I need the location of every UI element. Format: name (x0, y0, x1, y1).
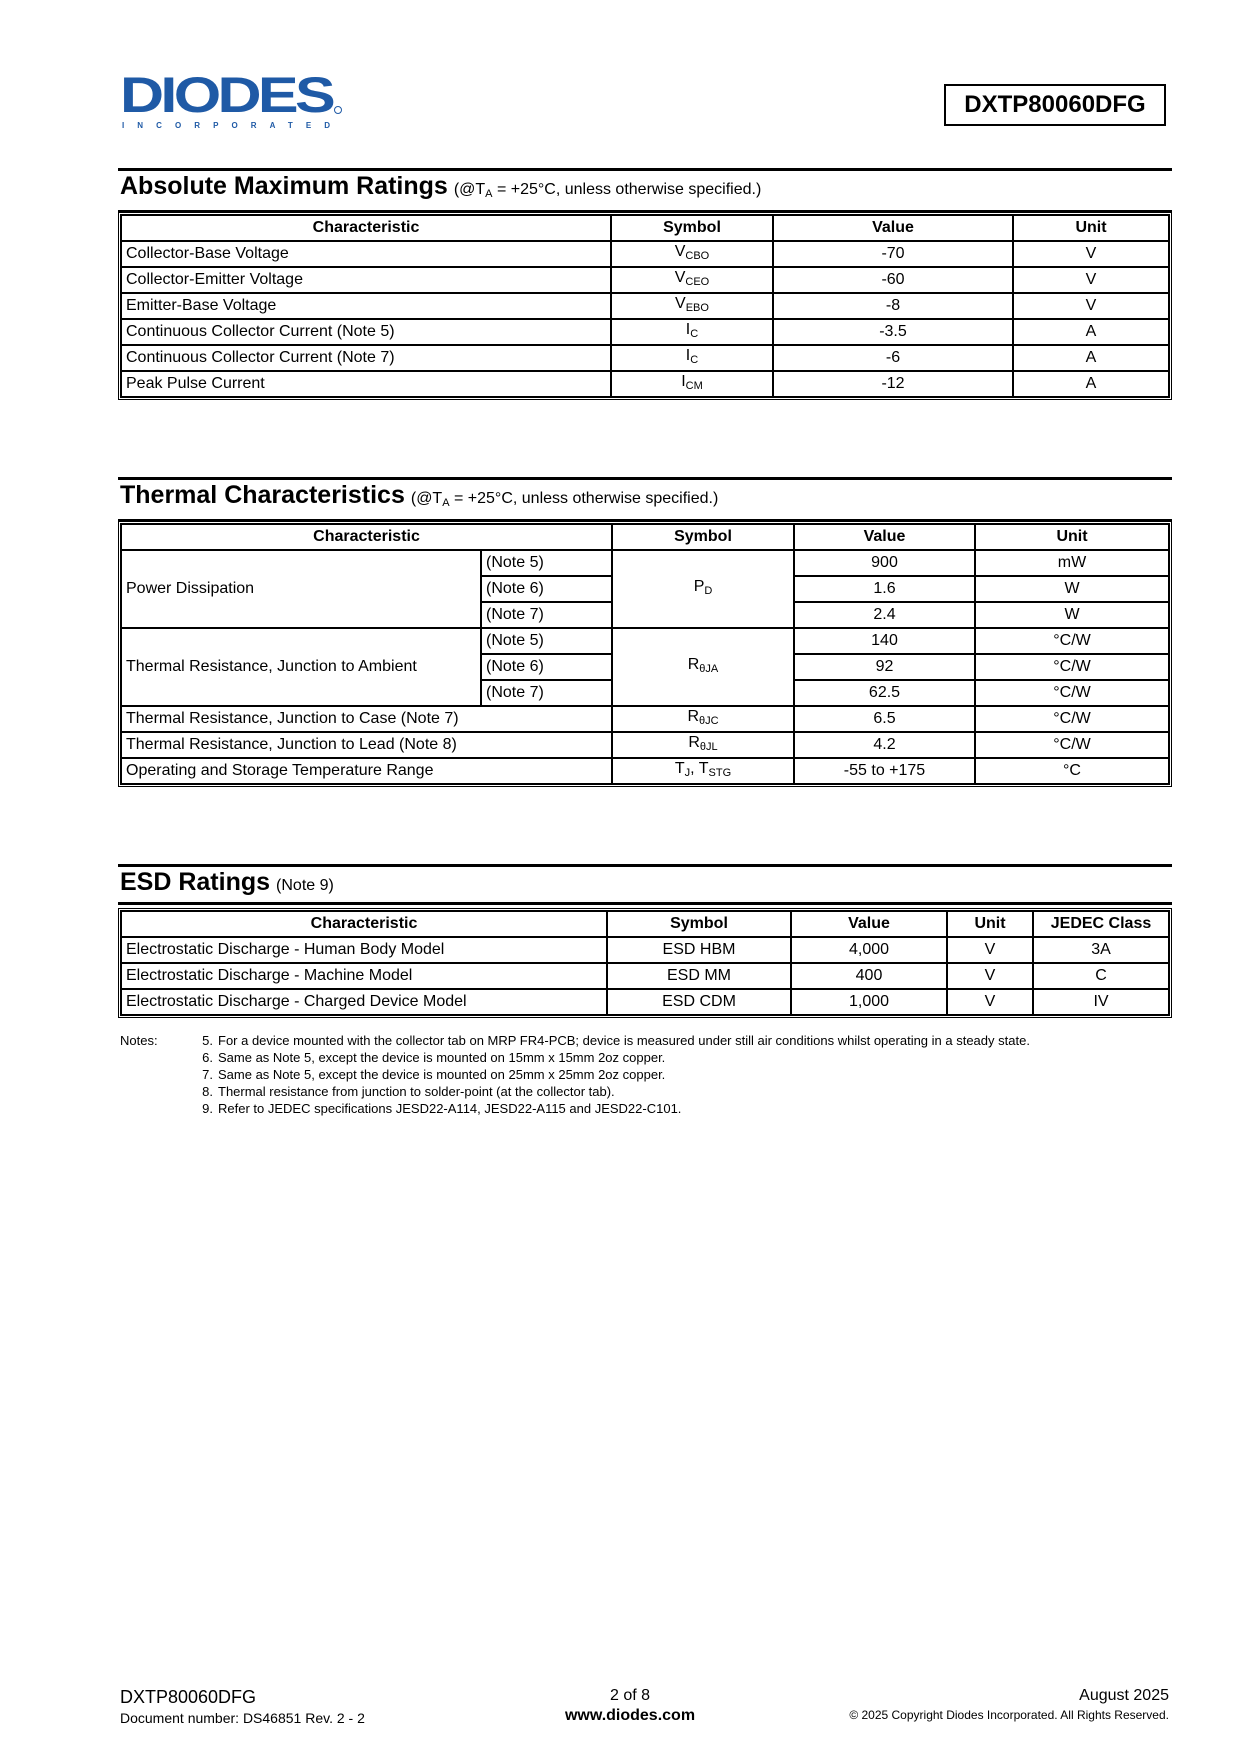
cell-note: (Note 7) (481, 680, 612, 706)
cell-unit: °C/W (975, 628, 1169, 654)
cell-value: -55 to +175 (794, 758, 975, 784)
table-row (121, 758, 1169, 784)
cell-value: -6 (773, 345, 1013, 371)
cell-jedec-class: 3A (1033, 937, 1169, 963)
cell-characteristic: Operating and Storage Temperature Range (121, 758, 612, 784)
cell-unit: V (1013, 293, 1169, 319)
cell-value: 4,000 (791, 937, 947, 963)
footer-date: August 2025 (1079, 1687, 1169, 1704)
table-row (121, 371, 1169, 397)
cell-unit: W (975, 576, 1169, 602)
thermal-table (118, 521, 1172, 787)
svg-text:INCORPORATED: INCORPORATED (122, 121, 330, 130)
esd-note: (Note 9) (276, 877, 334, 894)
cell-value: 1.6 (794, 576, 975, 602)
footer-part-number: DXTP80060DFG (120, 1687, 257, 1707)
footer-copyright: © 2025 Copyright Diodes Incorporated. All Rights Reserved. (849, 1708, 1169, 1722)
cell-unit: mW (975, 550, 1169, 576)
cell-unit: °C/W (975, 732, 1169, 758)
cell-symbol: $R_{\theta JL}$ (612, 732, 794, 758)
part-number-box: DXTP80060DFG (944, 84, 1166, 126)
col-header: Value (791, 911, 947, 937)
cell-symbol: $T_J$, $T_{STG}$ (612, 758, 794, 784)
cell-unit: A (1013, 319, 1169, 345)
table-row (121, 319, 1169, 345)
cell-note: (Note 6) (481, 654, 612, 680)
cell-jedec-class: C (1033, 963, 1169, 989)
col-header: Characteristic (121, 215, 611, 241)
cell-value: 900 (794, 550, 975, 576)
cell-value: 400 (791, 963, 947, 989)
cell-value: 140 (794, 628, 975, 654)
thermal-condition: ($@T_A = +25^\circ C$, unless otherwise specified.) (410, 490, 719, 509)
cell-note: (Note 5) (481, 628, 612, 654)
cell-value: -3.5 (773, 319, 1013, 345)
cell-note: (Note 7) (481, 602, 612, 628)
amr-title: Absolute Maximum Ratings (120, 172, 448, 200)
cell-symbol: $P_D$ (612, 550, 794, 628)
cell-symbol: $V_{EBO}$ (611, 293, 773, 319)
diodes-logo (120, 72, 346, 132)
cell-characteristic: Electrostatic Discharge - Charged Device Model (121, 989, 607, 1015)
cell-unit: °C (975, 758, 1169, 784)
cell-value: 62.5 (794, 680, 975, 706)
amr-section-head (118, 168, 1172, 213)
cell-value: -60 (773, 267, 1013, 293)
cell-characteristic: Thermal Resistance, Junction to Case (Note 7) (121, 706, 612, 732)
cell-value: -70 (773, 241, 1013, 267)
cell-unit: °C/W (975, 654, 1169, 680)
cell-value: -8 (773, 293, 1013, 319)
esd-section-head (118, 864, 1172, 905)
col-header: Unit (1013, 215, 1169, 241)
note-item: 5. For a device mounted with the collector tab on MRP FR4-PCB; device is measured under still air conditions whilst operating in a steady state. (202, 1033, 1030, 1048)
cell-characteristic: Continuous Collector Current (Note 5) (121, 319, 611, 345)
col-header: Symbol (612, 524, 794, 550)
thermal-section-head (118, 477, 1172, 522)
cell-note: (Note 5) (481, 550, 612, 576)
cell-unit: W (975, 602, 1169, 628)
cell-unit: V (947, 989, 1033, 1015)
cell-value: 4.2 (794, 732, 975, 758)
note-item: 7. Same as Note 5, except the device is mounted on 25mm x 25mm 2oz copper. (202, 1067, 666, 1082)
table-header-row (121, 911, 1169, 937)
cell-jedec-class: IV (1033, 989, 1169, 1015)
col-header: Value (773, 215, 1013, 241)
table-row (121, 241, 1169, 267)
cell-note: (Note 6) (481, 576, 612, 602)
amr-condition: ($@T_A = +25^\circ C$, unless otherwise specified.) (453, 181, 762, 200)
cell-unit: V (947, 937, 1033, 963)
cell-unit: °C/W (975, 680, 1169, 706)
table-row (121, 628, 1169, 654)
note-item: 6. Same as Note 5, except the device is mounted on 15mm x 15mm 2oz copper. (202, 1050, 666, 1065)
cell-symbol: $I_{CM}$ (611, 371, 773, 397)
cell-value: 6.5 (794, 706, 975, 732)
cell-symbol: $I_C$ (611, 319, 773, 345)
col-header: JEDEC Class (1033, 911, 1169, 937)
cell-characteristic: Collector-Base Voltage (121, 241, 611, 267)
cell-unit: A (1013, 371, 1169, 397)
table-row (121, 550, 1169, 576)
cell-characteristic: Electrostatic Discharge - Machine Model (121, 963, 607, 989)
notes-label: Notes: (120, 1033, 158, 1048)
cell-unit: V (1013, 241, 1169, 267)
footer-document-number: Document number: DS46851 Rev. 2 - 2 (120, 1710, 365, 1726)
cell-characteristic: Collector-Emitter Voltage (121, 267, 611, 293)
cell-symbol: $V_{CBO}$ (611, 241, 773, 267)
cell-symbol: $I_C$ (611, 345, 773, 371)
table-row (121, 345, 1169, 371)
cell-characteristic: Emitter-Base Voltage (121, 293, 611, 319)
cell-characteristic: Power Dissipation (121, 550, 481, 628)
col-header: Unit (975, 524, 1169, 550)
amr-table (118, 212, 1172, 400)
col-header: Characteristic (121, 911, 607, 937)
thermal-title: Thermal Characteristics (120, 481, 405, 509)
svg-text:DIODES: DIODES (120, 72, 335, 123)
table-row (121, 293, 1169, 319)
cell-characteristic: Peak Pulse Current (121, 371, 611, 397)
esd-title: ESD Ratings (120, 868, 271, 896)
cell-characteristic: Continuous Collector Current (Note 7) (121, 345, 611, 371)
table-row (121, 267, 1169, 293)
cell-value: 2.4 (794, 602, 975, 628)
esd-table (118, 908, 1172, 1018)
cell-symbol: $R_{\theta JC}$ (612, 706, 794, 732)
col-header: Symbol (611, 215, 773, 241)
footer-website-link[interactable]: www.diodes.com (564, 1707, 696, 1724)
table-header-row (121, 524, 1169, 550)
cell-value: 1,000 (791, 989, 947, 1015)
cell-symbol: $R_{\theta JA}$ (612, 628, 794, 706)
table-row (121, 706, 1169, 732)
table-row (121, 937, 1169, 963)
cell-characteristic: Electrostatic Discharge - Human Body Model (121, 937, 607, 963)
cell-value: -12 (773, 371, 1013, 397)
col-header: Value (794, 524, 975, 550)
col-header: Characteristic (121, 524, 612, 550)
table-header-row (121, 215, 1169, 241)
col-header: Symbol (607, 911, 791, 937)
cell-unit: °C/W (975, 706, 1169, 732)
cell-unit: V (947, 963, 1033, 989)
cell-unit: A (1013, 345, 1169, 371)
note-item: 8. Thermal resistance from junction to solder-point (at the collector tab). (202, 1084, 615, 1099)
cell-unit: V (1013, 267, 1169, 293)
cell-symbol: $V_{CEO}$ (611, 267, 773, 293)
footer-page-number: 2 of 8 (609, 1687, 651, 1704)
cell-value: 92 (794, 654, 975, 680)
cell-characteristic: Thermal Resistance, Junction to Lead (Note 8) (121, 732, 612, 758)
cell-symbol: ESD HBM (607, 937, 791, 963)
table-row (121, 732, 1169, 758)
cell-symbol: ESD CDM (607, 989, 791, 1015)
col-header: Unit (947, 911, 1033, 937)
cell-characteristic: Thermal Resistance, Junction to Ambient (121, 628, 481, 706)
note-item: 9. Refer to JEDEC specifications JESD22-A114, JESD22-A115 and JESD22-C101. (202, 1101, 682, 1116)
table-row (121, 963, 1169, 989)
cell-symbol: ESD MM (607, 963, 791, 989)
table-row (121, 989, 1169, 1015)
